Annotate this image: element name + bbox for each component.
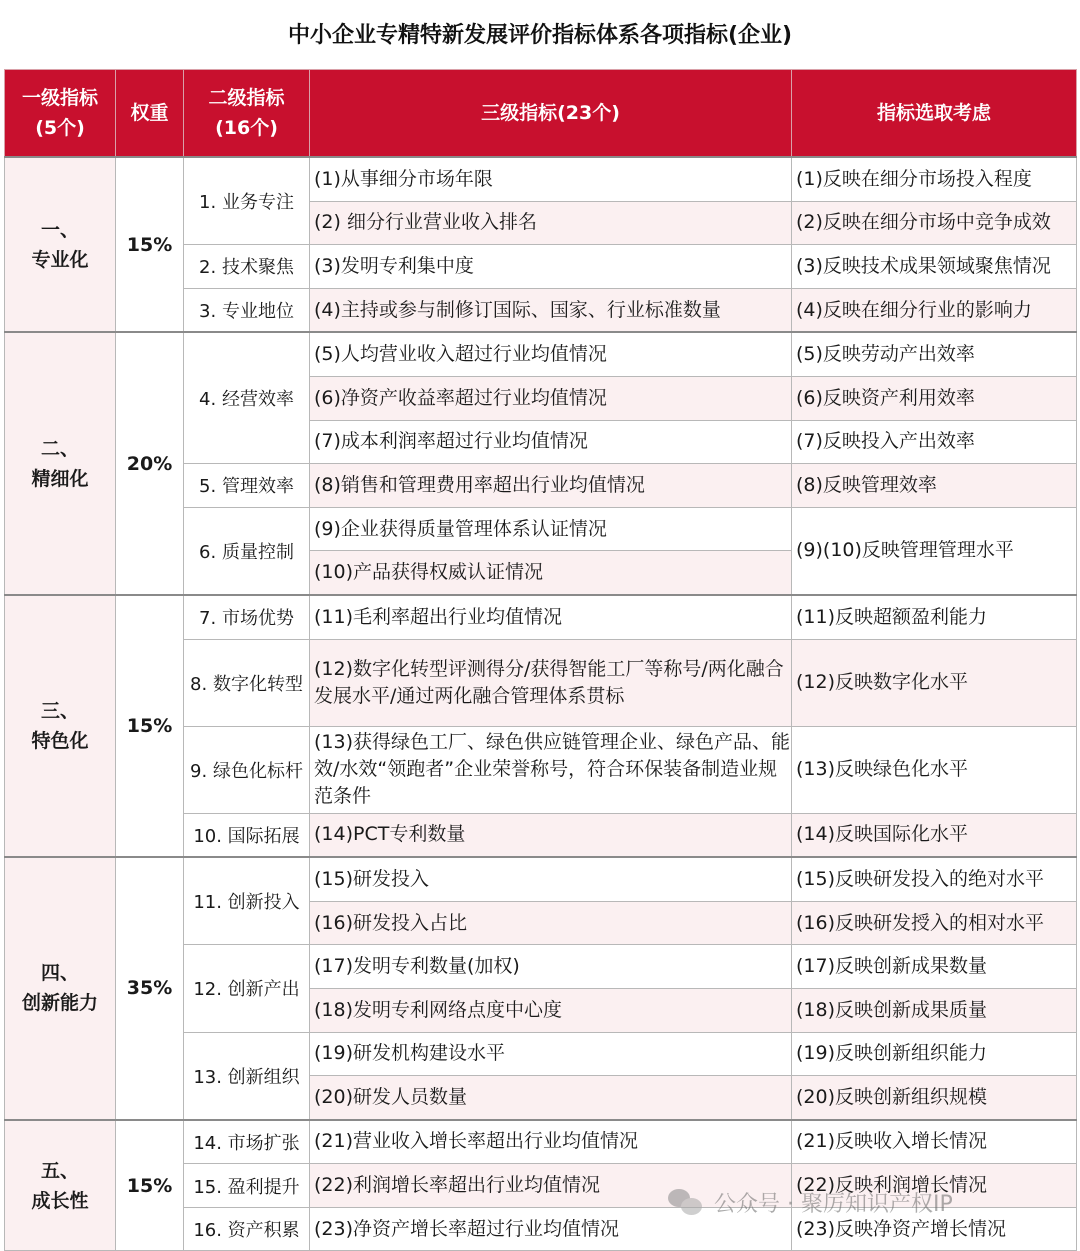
weight-cell: 15% xyxy=(116,595,184,857)
page-title: 中小企业专精特新发展评价指标体系各项指标(企业) xyxy=(287,23,793,48)
consideration-cell: (18)反映创新成果质量 xyxy=(792,988,1077,1032)
header-consideration: 指标选取考虑 xyxy=(792,70,1077,158)
watermark xyxy=(668,1180,1068,1224)
level1-label: 精细化 xyxy=(31,467,89,490)
consideration-cell: (13)反映绿色化水平 xyxy=(792,726,1077,813)
weight-cell: 15% xyxy=(116,157,184,332)
level1-index: 二、 xyxy=(40,437,79,460)
level3-cell: (3)发明专利集中度 xyxy=(310,245,792,289)
level1-cell xyxy=(5,595,116,857)
level2-cell: 12. 创新产出 xyxy=(184,945,310,1032)
level2-cell: 9. 绿色化标杆 xyxy=(184,726,310,813)
level1-index: 一、 xyxy=(40,218,79,241)
consideration-cell: (5)反映劳动产出效率 xyxy=(792,332,1077,376)
consideration-cell: (23)反映净资产增长情况 xyxy=(792,1207,1077,1251)
level3-cell: (1)从事细分市场年限 xyxy=(310,157,792,201)
consideration-cell: (14)反映国际化水平 xyxy=(792,813,1077,857)
level1-cell xyxy=(5,1120,116,1251)
weight-cell: 35% xyxy=(116,857,184,1120)
level2-cell: 3. 专业地位 xyxy=(184,288,310,332)
level1-label: 特色化 xyxy=(31,730,89,753)
level3-cell: (20)研发人员数量 xyxy=(310,1076,792,1120)
consideration-cell: (22)反映利润增长情况 xyxy=(792,1164,1077,1208)
level1-cell xyxy=(5,332,116,595)
consideration-cell: (17)反映创新成果数量 xyxy=(792,945,1077,989)
consideration-cell: (4)反映在细分行业的影响力 xyxy=(792,288,1077,332)
consideration-cell: (6)反映资产利用效率 xyxy=(792,376,1077,420)
weight-cell: 15% xyxy=(116,1120,184,1251)
level2-cell: 16. 资产积累 xyxy=(184,1207,310,1251)
level1-index: 四、 xyxy=(40,962,79,985)
watermark-text: 公众号 · 聚厉知识产权IP xyxy=(714,1191,953,1217)
level3-cell: (7)成本利润率超过行业均值情况 xyxy=(310,420,792,464)
level1-label: 专业化 xyxy=(31,248,89,271)
wechat-icon xyxy=(668,1187,704,1217)
level3-cell: (12)数字化转型评测得分/获得智能工厂等称号/两化融合发展水平/通过两化融合管理体系贯标 xyxy=(310,639,792,726)
header-level1-count: (5个) xyxy=(35,117,85,139)
level2-cell: 1. 业务专注 xyxy=(184,157,310,245)
header-level3: 三级指标(23个) xyxy=(310,70,792,158)
table-row xyxy=(5,1120,1077,1164)
level1-label: 创新能力 xyxy=(21,992,98,1015)
consideration-cell: (7)反映投入产出效率 xyxy=(792,420,1077,464)
level3-cell: (6)净资产收益率超过行业均值情况 xyxy=(310,376,792,420)
level2-cell: 13. 创新组织 xyxy=(184,1032,310,1120)
level2-cell: 8. 数字化转型 xyxy=(184,639,310,726)
level3-cell: (10)产品获得权威认证情况 xyxy=(310,551,792,595)
level2-cell: 5. 管理效率 xyxy=(184,464,310,508)
header-level2-count: (16个) xyxy=(215,117,278,139)
level1-cell xyxy=(5,857,116,1120)
consideration-cell: (20)反映创新组织规模 xyxy=(792,1076,1077,1120)
consideration-cell: (16)反映研发授入的相对水平 xyxy=(792,901,1077,945)
consideration-cell: (11)反映超额盈利能力 xyxy=(792,595,1077,639)
level2-cell: 10. 国际拓展 xyxy=(184,813,310,857)
level2-cell: 11. 创新投入 xyxy=(184,857,310,945)
level2-cell: 14. 市场扩张 xyxy=(184,1120,310,1164)
level2-cell: 15. 盈利提升 xyxy=(184,1164,310,1208)
indicator-table xyxy=(4,69,1077,1251)
level3-cell: (15)研发投入 xyxy=(310,857,792,901)
consideration-cell: (12)反映数字化水平 xyxy=(792,639,1077,726)
level2-cell: 6. 质量控制 xyxy=(184,507,310,595)
table-row xyxy=(5,157,1077,201)
table-header-row xyxy=(5,70,1077,158)
consideration-cell: (8)反映管理效率 xyxy=(792,464,1077,508)
level3-cell: (2) 细分行业营业收入排名 xyxy=(310,201,792,245)
level2-cell: 7. 市场优势 xyxy=(184,595,310,639)
header-level2 xyxy=(184,70,310,158)
level3-cell: (17)发明专利数量(加权) xyxy=(310,945,792,989)
level3-cell: (22)利润增长率超出行业均值情况 xyxy=(310,1164,792,1208)
consideration-cell: (9)(10)反映管理管理水平 xyxy=(792,507,1077,595)
header-level2-label: 二级指标 xyxy=(208,87,285,109)
level1-index: 五、 xyxy=(40,1159,79,1182)
level3-cell: (8)销售和管理费用率超出行业均值情况 xyxy=(310,464,792,508)
consideration-cell: (1)反映在细分市场投入程度 xyxy=(792,157,1077,201)
level3-cell: (11)毛利率超出行业均值情况 xyxy=(310,595,792,639)
consideration-cell: (2)反映在细分市场中竞争成效 xyxy=(792,201,1077,245)
consideration-cell: (15)反映研发投入的绝对水平 xyxy=(792,857,1077,901)
consideration-cell: (3)反映技术成果领域聚焦情况 xyxy=(792,245,1077,289)
level3-cell: (18)发明专利网络点度中心度 xyxy=(310,988,792,1032)
header-level1 xyxy=(5,70,116,158)
level3-cell: (9)企业获得质量管理体系认证情况 xyxy=(310,507,792,551)
level1-index: 三、 xyxy=(40,700,79,723)
level3-cell: (21)营业收入增长率超出行业均值情况 xyxy=(310,1120,792,1164)
level3-cell: (16)研发投入占比 xyxy=(310,901,792,945)
table-row xyxy=(5,595,1077,639)
level2-cell: 4. 经营效率 xyxy=(184,332,310,463)
table-row xyxy=(5,857,1077,901)
level3-cell: (19)研发机构建设水平 xyxy=(310,1032,792,1076)
table-row xyxy=(5,332,1077,376)
consideration-cell: (19)反映创新组织能力 xyxy=(792,1032,1077,1076)
level3-cell: (4)主持或参与制修订国际、国家、行业标准数量 xyxy=(310,288,792,332)
header-weight: 权重 xyxy=(116,70,184,158)
level3-cell: (13)获得绿色工厂、绿色供应链管理企业、绿色产品、能效/水效“领跑者”企业荣誉称号，符合环保装备制造业规范条件 xyxy=(310,726,792,813)
level1-label: 成长性 xyxy=(31,1189,89,1212)
consideration-cell: (21)反映收入增长情况 xyxy=(792,1120,1077,1164)
header-level1-label: 一级指标 xyxy=(21,87,98,109)
level2-cell: 2. 技术聚焦 xyxy=(184,245,310,289)
level3-cell: (5)人均营业收入超过行业均值情况 xyxy=(310,332,792,376)
level1-cell xyxy=(5,157,116,332)
level3-cell: (23)净资产增长率超过行业均值情况 xyxy=(310,1207,792,1251)
weight-cell: 20% xyxy=(116,332,184,595)
level3-cell: (14)PCT专利数量 xyxy=(310,813,792,857)
